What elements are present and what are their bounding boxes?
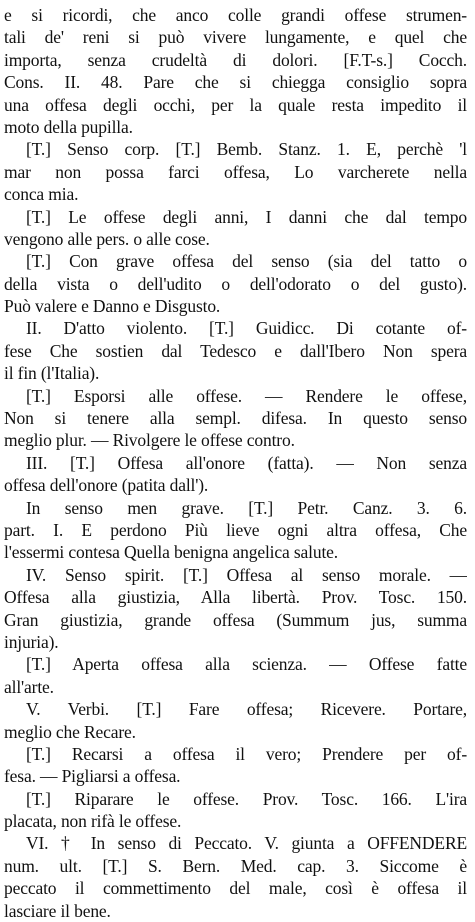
text-line: [T.] Aperta offesa alla scienza. — Offese fatte bbox=[26, 654, 467, 675]
text-line: peccato il commettimento del male, così è offesa il bbox=[4, 878, 467, 899]
text-line: mar non possa farci offesa, Lo varcherete nella bbox=[4, 161, 467, 182]
text-line: Offesa alla giustizia, Alla libertà. Prov. Tosc. 150. bbox=[4, 587, 467, 608]
text-line: [T.] Recarsi a offesa il vero; Prendere per of- bbox=[26, 743, 467, 764]
text-line: lasciare il bene. bbox=[4, 900, 111, 921]
text-line: IV. Senso spirit. [T.] Offesa al senso morale. — bbox=[26, 564, 467, 585]
text-line: II. D'atto violento. [T.] Guidicc. Di cotante of- bbox=[26, 318, 467, 339]
text-line: [T.] Con grave offesa del senso (sia del tatto o bbox=[26, 251, 467, 272]
text-line: vengono alle pers. o alle cose. bbox=[4, 228, 210, 249]
text-line: Non si tenere alla sempl. difesa. In questo senso bbox=[4, 408, 467, 429]
text-line: fesa. — Pigliarsi a offesa. bbox=[4, 766, 181, 787]
text-line: [T.] Le offese degli anni, I danni che dal tempo bbox=[26, 206, 467, 227]
text-line: offesa dell'onore (patita dall'). bbox=[4, 475, 209, 496]
text-line: injuria). bbox=[4, 631, 59, 652]
text-line: part. I. E perdono Più lieve ogni altra offesa, Che bbox=[4, 519, 467, 540]
text-line: [T.] Esporsi alle offese. — Rendere le offese, bbox=[26, 385, 467, 406]
text-line: Gran giustizia, grande offesa (Summum jus, summa bbox=[4, 609, 467, 630]
text-line: placata, non rifà le offese. bbox=[4, 811, 182, 832]
text-line: importa, senza crudeltà di dolori. [F.T-s.] Cocch. bbox=[4, 49, 467, 70]
text-line: il fin (l'Italia). bbox=[4, 363, 100, 384]
text-line: e si ricordi, che anco colle grandi offese strumen- bbox=[4, 5, 467, 25]
text-line: fese Che sostien dal Tedesco e dall'Ibero Non spera bbox=[4, 340, 467, 361]
text-line: Può valere e Danno e Disgusto. bbox=[4, 296, 221, 317]
dictionary-entry-text bbox=[4, 4, 467, 922]
text-line: num. ult. [T.] S. Bern. Med. cap. 3. Siccome è bbox=[4, 855, 467, 876]
text-line: [T.] Riparare le offese. Prov. Tosc. 166. L'ira bbox=[26, 788, 467, 809]
text-line: tali de' reni si può vivere lungamente, e quel che bbox=[4, 27, 467, 48]
text-line: all'arte. bbox=[4, 676, 54, 697]
text-line: [T.] Senso corp. [T.] Bemb. Stanz. 1. E, perchè 'l bbox=[26, 139, 467, 160]
text-line: meglio che Recare. bbox=[4, 721, 136, 742]
text-line: III. [T.] Offesa all'onore (fatta). — Non senza bbox=[26, 452, 467, 473]
text-line: meglio plur. — Rivolgere le offese contro. bbox=[4, 430, 295, 451]
text-line: moto della pupilla. bbox=[4, 116, 133, 137]
text-line: VI. † In senso di Peccato. V. giunta a OFFENDERE bbox=[26, 833, 467, 854]
text-line: V. Verbi. [T.] Fare offesa; Ricevere. Portare, bbox=[26, 699, 467, 720]
text-line: conca mia. bbox=[4, 184, 79, 205]
text-line: della vista o dell'udito o dell'odorato o del gusto). bbox=[4, 273, 467, 294]
text-line: una offesa degli occhi, per la quale resta impedito il bbox=[4, 94, 467, 115]
text-line: In senso men grave. [T.] Petr. Canz. 3. 6. bbox=[26, 497, 467, 518]
text-line: Cons. II. 48. Pare che si chiegga consiglio sopra bbox=[4, 72, 467, 93]
text-line: l'essermi contesa Quella benigna angelica salute. bbox=[4, 542, 339, 563]
